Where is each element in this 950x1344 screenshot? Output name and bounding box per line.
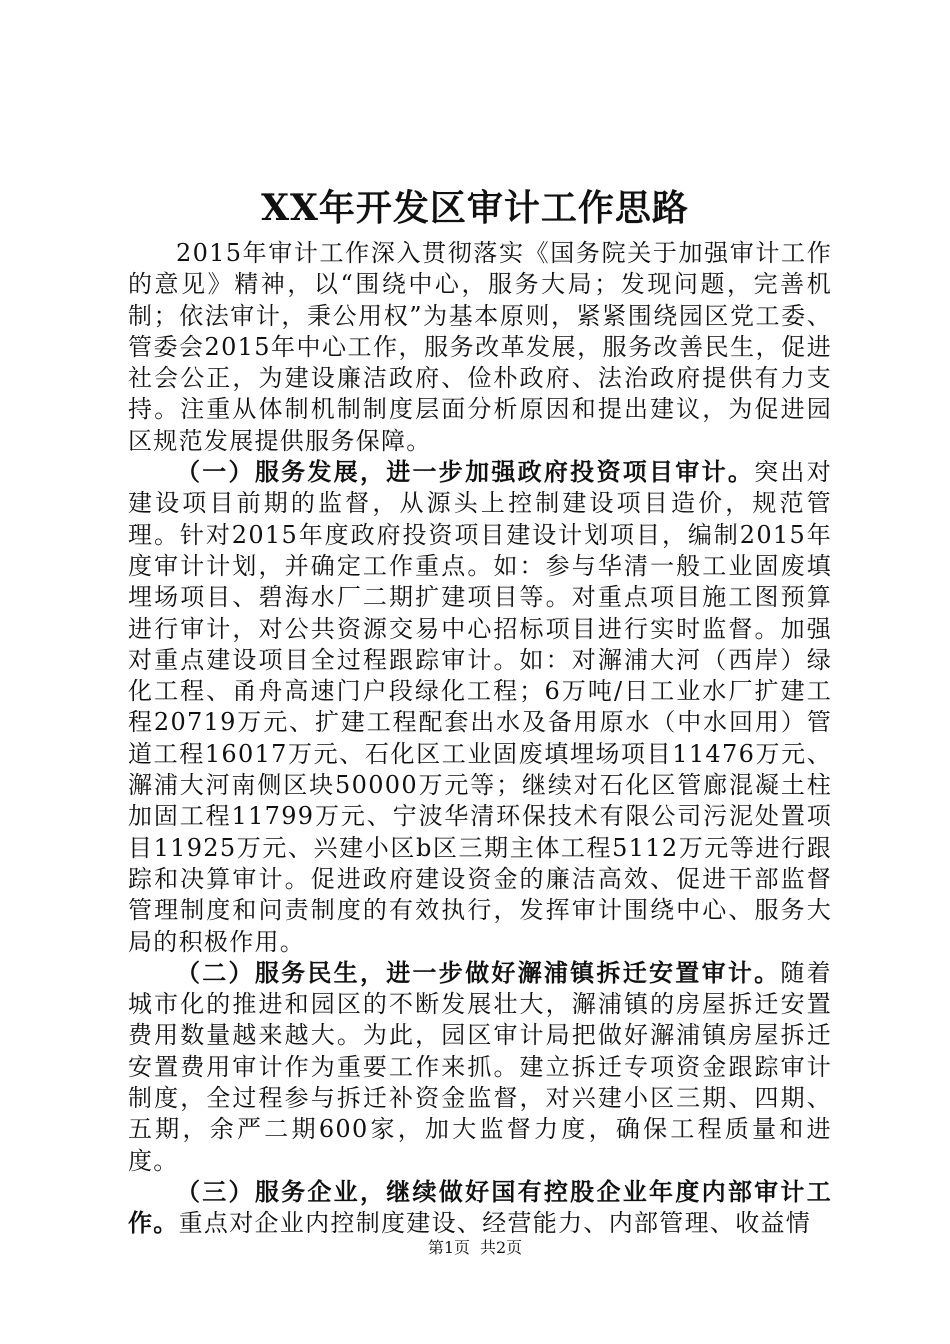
section-heading-3: （三）服务企业，继续做好国有控股企业年度内部审计工作。 [128,1177,832,1238]
page-number: 第1页 [427,1238,470,1257]
section-heading-2: （二）服务民生，进一步做好澥浦镇拆迁安置审计。 [176,958,781,987]
page-footer [0,1236,950,1260]
section-text-1: 突出对建设项目前期的监督，从源头上控制建设项目造价，规范管理。针对2015年度政府投资项目建设计划项目，编制2015年度审计计划，并确定工作重点。如：参与华清一般工业固废填埋场项目、碧海水厂二期扩建项目等。对重点项目施工图预算进行审计，对公共资源交易中心招标项目进行实时监督。加强对重点建设项目全过程跟踪审计。如：对澥浦大河（西岸）绿化工程、甬舟高速门户段绿化工程；6万吨/日工业水厂扩建工程20719万元、扩建工程配套出水及备用原水（中水回用）管道工程16017万元、石化区工业固废填埋场项目11476万元、澥浦大河南侧区块50000万元等；继续对石化区管廊混凝土柱加固工程11799万元、宁波华清环保技术有限公司污泥处置项目11925万元、兴建小区b区三期主体工程5112万元等进行跟踪和决算审计。促进政府建设资金的廉洁高效、促进干部监督管理制度和问责制度的有效执行，发挥审计围绕中心、服务大局的积极作用。 [128,458,832,956]
section-paragraph-3 [128,1177,832,1240]
section-text-2: 随着城市化的推进和园区的不断发展壮大，澥浦镇的房屋拆迁安置费用数量越来越大。为此，园区审计局把做好澥浦镇房屋拆迁安置费用审计作为重要工作来抓。建立拆迁专项资金跟踪审计制度，全过程参与拆迁补资金监督，对兴建小区三期、四期、五期，余严二期600家，加大监督力度，确保工程质量和进度。 [128,958,832,1175]
section-paragraph-2 [128,958,832,1177]
section-paragraph-1 [128,457,832,958]
document-title: XX年开发区审计工作思路 [261,187,689,229]
intro-paragraph: 2015年审计工作深入贯彻落实《国务院关于加强审计工作的意见》精神，以“围绕中心，服务大局；发现问题，完善机制；依法审计，秉公用权”为基本原则，紧紧围绕园区党工委、管委会2015年中心工作，服务改革发展，服务改善民生，促进社会公正，为建设廉洁政府、俭朴政府、法治政府提供有力支持。注重从体制机制制度层面分析原因和提出建议，为促进园区规范发展提供服务保障。 [128,239,832,455]
document-body [128,238,832,1240]
page-total: 共2页 [480,1238,523,1257]
section-text-3: 重点对企业内控制度建设、经营能力、内部管理、收益情 [178,1209,812,1238]
section-heading-1: （一）服务发展，进一步加强政府投资项目审计。 [176,458,755,487]
